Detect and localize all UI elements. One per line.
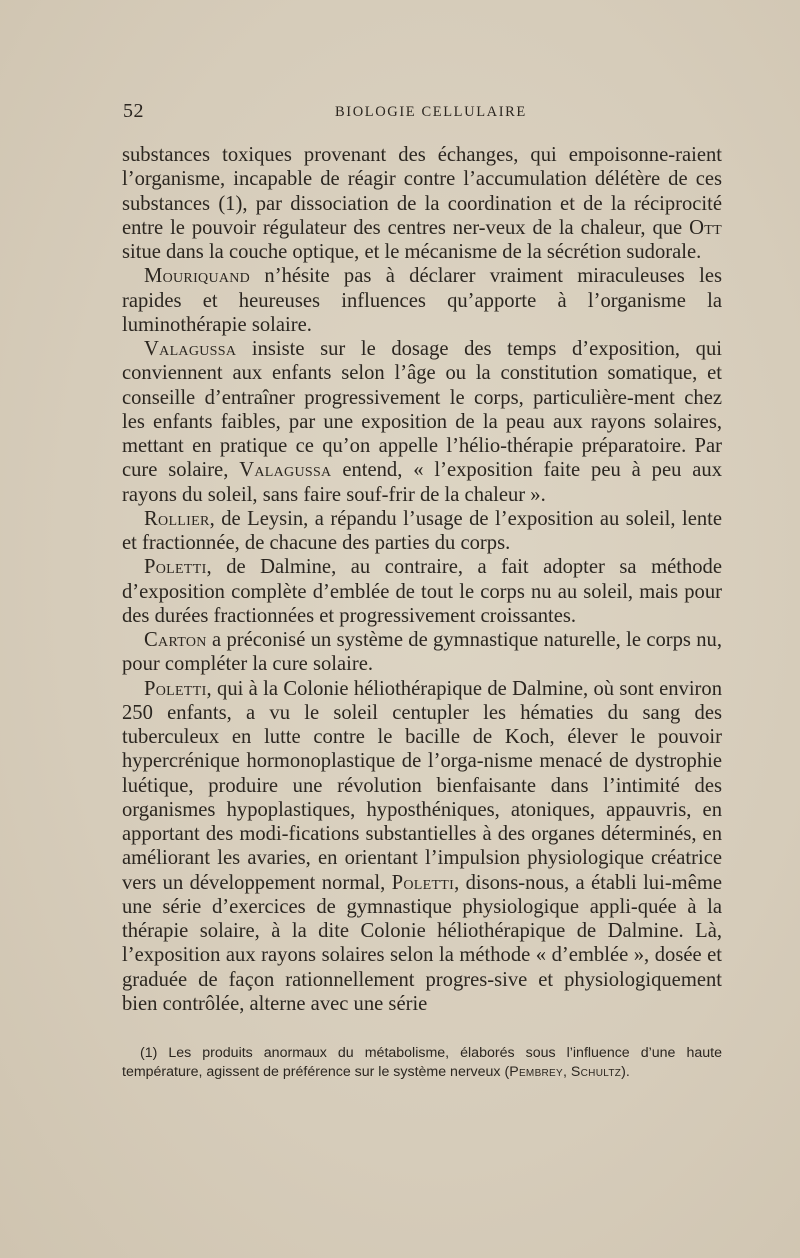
author-name: Valagussa: [239, 459, 332, 482]
text-segment: , disons-nous, a établi lui-même une série d’exercices de gymnastique physiologique appli-quée à la thérapie solaire, à la dite Colonie héliothérapique de Dalmine. Là, l’exposition aux rayons solaires selon la méthode « d’emblée », dosée et graduée de façon rationnellement progres-sive et physiologiquement bien contrôlée, alterne avec une série: [122, 871, 722, 1015]
author-name: Mouriquand: [144, 265, 251, 288]
footnote: [122, 1044, 722, 1082]
footnote-text: [122, 1044, 722, 1082]
paragraph: [122, 507, 722, 556]
author-name: Ott: [689, 216, 722, 239]
author-name: Poletti: [391, 871, 455, 894]
body-text: [122, 143, 722, 1016]
text-segment: ,: [563, 1064, 571, 1080]
text-segment: , qui à la Colonie héliothérapique de Dalmine, où sont environ 250 enfants, a vu le soleil centupler les hématies du sang des tuberculeux en lutte contre le bacille de Koch, élever le pouvoir hypercrénique hormonoplastique de l’orga-nisme menacé de dystrophie luétique, produire une révolution bienfaisante dans l’intimité des organismes hypoplastiques, hyposthéniques, atoniques, appauvris, en apportant des modi-fications substantielles à des organes déterminés, en améliorant les avaries, en orientant l’impulsion physiologique créatrice vers un développement normal,: [122, 677, 722, 894]
running-head: [123, 100, 723, 124]
text-segment: , de Leysin, a répandu l’usage de l’exposition au soleil, lente et fractionnée, de chacune des parties du corps.: [122, 507, 722, 554]
paragraph: [122, 628, 722, 677]
text-segment: n’hésite pas à déclarer vraiment miraculeuses les rapides et heureuses influences qu’apporte à l’organisme la luminothérapie solaire.: [122, 265, 722, 336]
paragraph: [122, 264, 722, 337]
author-name: Pembrey: [509, 1064, 563, 1080]
text-segment: insiste sur le dosage des temps d’exposition, qui conviennent aux enfants selon l’âge ou la constitution somatique, et conseille d’entraîner progressivement le corps, particulière-ment chez les enfants faibles, par une exposition de la peau aux rayons solaires, mettant en pratique ce qu’on appelle l’hélio-thérapie préparatoire. Par cure solaire,: [122, 338, 722, 482]
text-segment: a préconisé un système de gymnastique naturelle, le corps nu, pour compléter la cure solaire.: [122, 629, 722, 676]
paragraph: [122, 337, 722, 507]
author-name: Carton: [144, 629, 207, 651]
author-name: Rollier: [144, 507, 210, 530]
running-title: BIOLOGIE CELLULAIRE: [335, 104, 527, 120]
paragraph: [122, 143, 722, 264]
author-name: Schultz: [570, 1064, 622, 1080]
text-segment: substances toxiques provenant des échanges, qui empoisonne-raient l’organisme, incapable de réagir contre l’accumulation délétère de ces substances (1), par dissociation de la coordination et de la réciprocité entre le pouvoir régulateur des centres ner-veux de la chaleur, que: [122, 144, 722, 239]
paragraph: [122, 555, 722, 628]
text-segment: (1) Les produits anormaux du métabolisme, élaborés sous l’influence d’une haute température, agissent de préférence sur le système nerveux (: [122, 1045, 722, 1080]
author-name: Poletti: [144, 556, 207, 579]
author-name: Valagussa: [144, 338, 237, 360]
text-segment: situe dans la couche optique, et le mécanisme de la sécrétion sudorale.: [122, 241, 702, 263]
author-name: Poletti: [144, 677, 207, 700]
text-segment: ).: [621, 1064, 630, 1080]
text-segment: entend, « l’exposition faite peu à peu aux rayons du soleil, sans faire souf-frir de la chaleur ».: [122, 459, 722, 506]
text-segment: , de Dalmine, au contraire, a fait adopter sa méthode d’exposition complète d’emblée de tout le corps nu au soleil, mais pour des durées fractionnées et progressivement croissantes.: [122, 556, 722, 627]
page-number: 52: [123, 100, 144, 122]
paragraph: [122, 677, 722, 1017]
